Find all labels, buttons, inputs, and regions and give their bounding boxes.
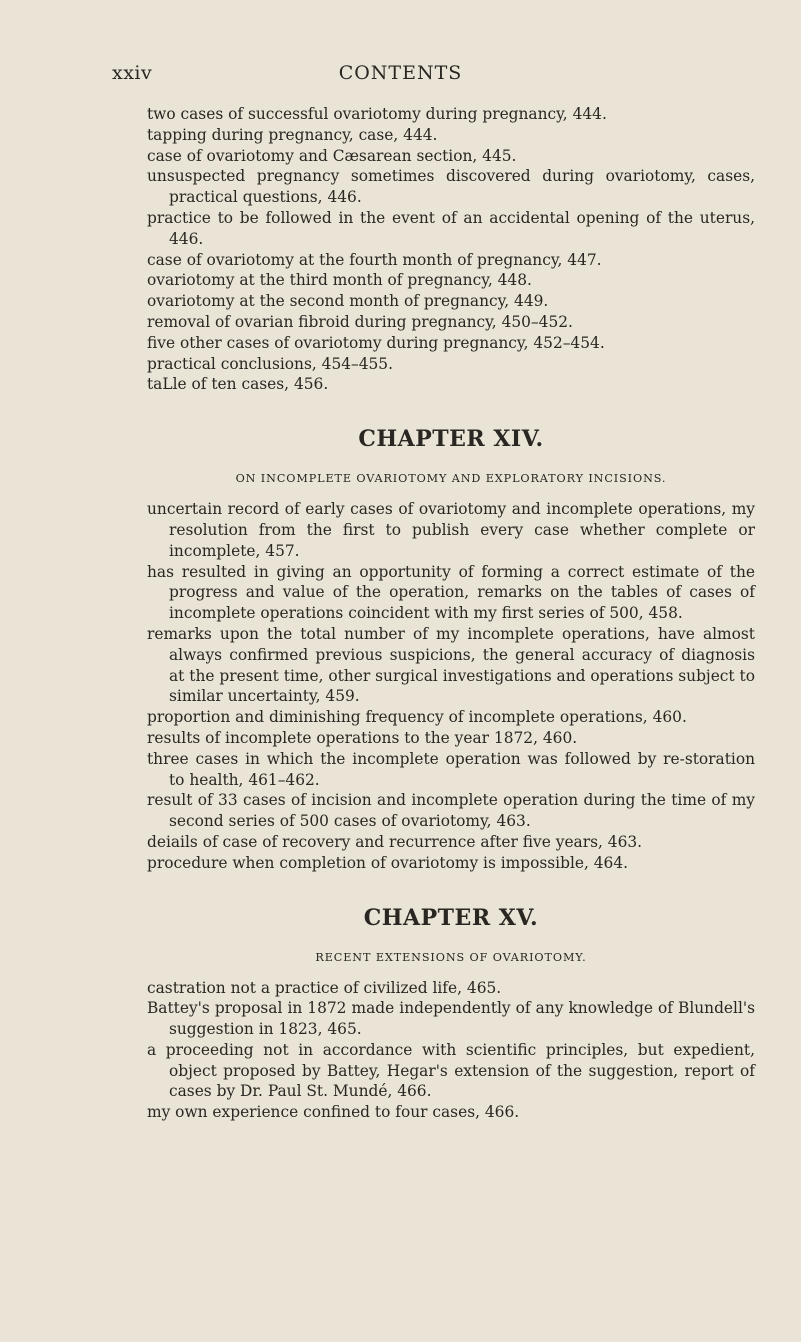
running-title: CONTENTS (338, 62, 463, 84)
chapter-subtitle: ON INCOMPLETE OVARIOTOMY AND EXPLORATORY INCISIONS. (235, 472, 667, 486)
contents-entry: ovariotomy at the third month of pregnancy, 448. (147, 271, 532, 290)
contents-entry: practice to be followed in the event of an accidental opening of the uterus, 446. (147, 208, 755, 248)
contents-entry: remarks upon the total number of my incomplete operations, have almost always confirmed previous suspicions, the general accuracy of diagnosis at the present time, other surgical investigations and operations subject to similar uncertainty, 459. (147, 624, 755, 706)
contents-entry: removal of ovarian fibroid during pregnancy, 450–452. (147, 312, 573, 331)
contents-entry: taLle of ten cases, 456. (147, 375, 329, 394)
contents-entry: deiails of case of recovery and recurrence after five years, 463. (147, 832, 643, 851)
contents-entry: three cases in which the incomplete operation was followed by re-storation to health, 461–462. (147, 749, 755, 789)
contents-entry: a proceeding not in accordance with scientific principles, but expedient, object proposed by Battey, Hegar's extension of the suggestion, report of cases by Dr. Paul St. Mundé, 466. (147, 1040, 755, 1101)
contents-entry: practical conclusions, 454–455. (147, 354, 393, 373)
contents-entry: ovariotomy at the second month of pregnancy, 449. (147, 292, 549, 311)
contents-entry: case of ovariotomy at the fourth month of pregnancy, 447. (147, 250, 602, 269)
contents-entry: case of ovariotomy and Cæsarean section, 445. (147, 146, 517, 165)
contents-entry: uncertain record of early cases of ovariotomy and incomplete operations, my resolution from the first to publish every case whether complete or incomplete, 457. (147, 500, 755, 560)
contents-entry: castration not a practice of civilized life, 465. (147, 978, 502, 997)
contents-entry: has resulted in giving an opportunity of forming a correct estimate of the progress and value of the operation, remarks on the tables of cases of incomplete operations coincident with my first series of 500, 458. (147, 562, 755, 623)
contents-entry: tapping during pregnancy, case, 444. (147, 125, 438, 144)
contents-entry: Battey's proposal in 1872 made independently of any knowledge of Blundell's suggestion in 1823, 465. (147, 999, 755, 1039)
contents-entry: result of 33 cases of incision and incomplete operation during the time of my second series of 500 cases of ovariotomy, 463. (147, 791, 755, 831)
chapter-subtitle: RECENT EXTENSIONS OF OVARIOTOMY. (315, 950, 587, 964)
chapter-xv (147, 874, 755, 1124)
contents-entry: unsuspected pregnancy sometimes discovered during ovariotomy, cases, practical questions, 446. (147, 167, 755, 207)
chapter-title: CHAPTER XIV. (358, 426, 544, 453)
chapter-xiv (147, 395, 755, 873)
contents-entry: my own experience confined to four cases, 466. (147, 1103, 520, 1122)
contents-entry: five other cases of ovariotomy during pregnancy, 452–454. (147, 333, 605, 352)
chapter-title: CHAPTER XV. (363, 904, 539, 931)
chapter-xiii-continued (147, 104, 755, 395)
contents-entry: procedure when completion of ovariotomy is impossible, 464. (147, 853, 629, 872)
contents-entry: two cases of successful ovariotomy during pregnancy, 444. (147, 105, 607, 123)
contents-entry: proportion and diminishing frequency of incomplete operations, 460. (147, 708, 687, 727)
contents-entry: results of incomplete operations to the year 1872, 460. (147, 728, 578, 747)
page-number: xxiv (112, 62, 153, 84)
contents-body (147, 104, 755, 1123)
